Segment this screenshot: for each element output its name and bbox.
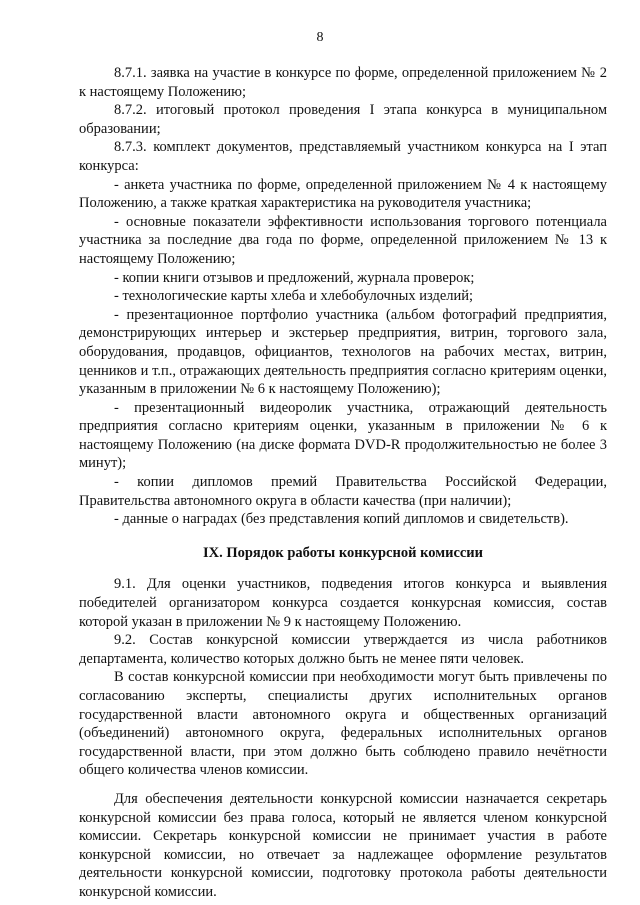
item-8-7-3: 8.7.3. комплект документов, представляемый участником конкурса на I этап конкурса: [79,139,607,174]
section-heading: IX. Порядок работы конкурсной комиссии [202,544,484,561]
document-body [79,64,607,902]
list-item-portfolio: - презентационное портфолио участника (альбом фотографий предприятия, демонстрирующих интерьер и экстерьер предприятия, витрин, торгового зала, оборудования, продавцов, официантов, технологов на рабочих местах, витрин, ценников и т.п., отражающих деятельность предприятия согласно критериям оценки, указанным в приложении № 6 к настоящему Положению); [79,306,607,398]
paragraph-9-1: 9.1. Для оценки участников, подведения итогов конкурса и выявления победителей организатором конкурса создается конкурсная комиссия, состав которой указан в приложении № 9 к настоящему Положению. [79,576,607,630]
item-8-7-1: 8.7.1. заявка на участие в конкурсе по форме, определенной приложением № 2 к настоящему Положению; [79,65,607,100]
list-item-anketa: - анкета участника по форме, определенной приложением № 4 к настоящему Положению, а также краткая характеристика на руководителя участника; [79,176,607,212]
list-item-diplomas: - копии дипломов премий Правительства Российской Федерации, Правительства автономного округа в области качества (при наличии); [79,474,607,509]
list-item-video: - презентационный видеоролик участника, отражающий деятельность предприятия согласно критериям оценки, указанным в приложении № 6 к настоящему Положению (на диске формата DVD-R продолжительностью не более 3 минут); [79,399,607,472]
list-item-indicators: - основные показатели эффективности использования торгового потенциала участника за последние два года по форме, определенной приложением № 13 к настоящему Положению; [79,213,607,267]
paragraph-secretary: Для обеспечения деятельности конкурсной комиссии назначается секретарь конкурсной комиссии без права голоса, который не является членом конкурсной комиссии. Секретарь конкурсной комиссии не принимает участия в работе конкурсной комиссии, но отвечает за надлежащее оформление результатов деятельности конкурсной комиссии, подготовку протокола работы деятельности конкурсной комиссии. [79,790,607,900]
list-item-books: - копии книги отзывов и предложений, журнала проверок; [114,269,475,286]
item-8-7-2: 8.7.2. итоговый протокол проведения I этапа конкурса в муниципальном образовании; [79,102,607,137]
paragraph-experts: В состав конкурсной комиссии при необходимости могут быть привлечены по согласованию эксперты, специалисты других исполнительных органов государственной власти автономного округа и общественных организаций (объединений) автономного округа, федеральных исполнительных органов государственной власти, при этом должно быть соблюдено правило нечётности общего количества членов комиссии. [79,669,607,779]
page-number: 8 [316,30,324,45]
list-item-tech-cards: - технологические карты хлеба и хлебобулочных изделий; [114,288,474,305]
list-item-awards: - данные о наградах (без представления копий дипломов и свидетельств). [114,511,569,528]
paragraph-9-2: 9.2. Состав конкурсной комиссии утверждается из числа работников департамента, количество которых должно быть не менее пяти человек. [79,632,607,667]
spacer [79,780,607,790]
